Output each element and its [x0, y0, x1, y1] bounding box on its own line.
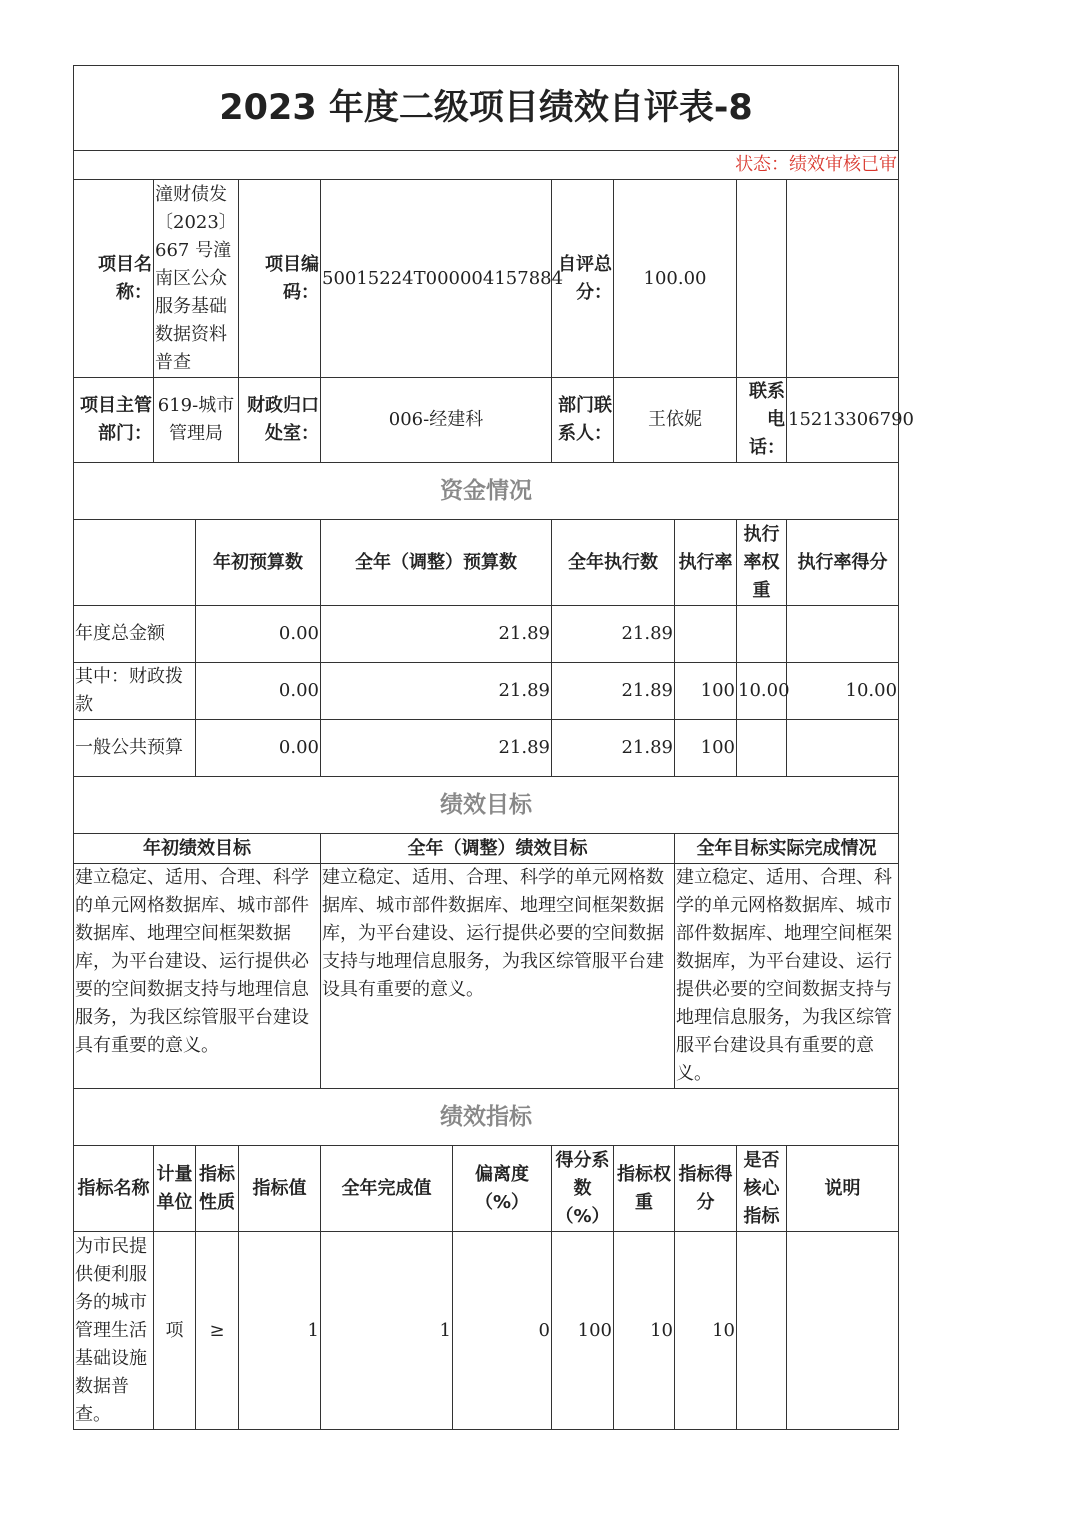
funds-weight — [737, 606, 787, 663]
funds-row-label: 其中：财政拨款 — [74, 663, 196, 720]
self-score: 100.00 — [614, 180, 737, 378]
ind-note — [787, 1232, 899, 1430]
goals-header-initial: 年初绩效目标 — [74, 834, 321, 864]
indicators-section-title: 绩效指标 — [74, 1089, 899, 1146]
funds-rate: 100 — [675, 663, 737, 720]
funds-executed: 21.89 — [552, 606, 675, 663]
funds-header-weight: 执行率权重 — [737, 520, 787, 606]
ind-header-note: 说明 — [787, 1146, 899, 1232]
ind-header-unit: 计量单位 — [154, 1146, 196, 1232]
ind-header-completed: 全年完成值 — [321, 1146, 453, 1232]
self-score-label: 自评总分： — [552, 180, 614, 378]
phone-value: 15213306790 — [787, 378, 899, 463]
finance-office-value: 006-经建科 — [321, 378, 552, 463]
goal-adjusted-text: 建立稳定、适用、合理、科学的单元网格数据库、城市部件数据库、地理空间框架数据库，为平台建设、运行提供必要的空间数据支持与地理信息服务，为我区综管服平台建设具有重要的意义。 — [321, 864, 675, 1089]
finance-office-label: 财政归口处室： — [239, 378, 321, 463]
funds-rate — [675, 606, 737, 663]
contact-label: 部门联系人： — [552, 378, 614, 463]
funds-row-label: 一般公共预算 — [74, 720, 196, 777]
funds-executed: 21.89 — [552, 720, 675, 777]
ind-header-weight: 指标权重 — [614, 1146, 675, 1232]
ind-header-name: 指标名称 — [74, 1146, 154, 1232]
goals-section-title: 绩效目标 — [74, 777, 899, 834]
funds-adjusted: 21.89 — [321, 720, 552, 777]
dept-label: 项目主管部门： — [74, 378, 154, 463]
ind-completed: 1 — [321, 1232, 453, 1430]
funds-header-executed: 全年执行数 — [552, 520, 675, 606]
funds-initial: 0.00 — [196, 663, 321, 720]
ind-unit: 项 — [154, 1232, 196, 1430]
ind-header-coef: 得分系数（%） — [552, 1146, 614, 1232]
project-name: 潼财债发〔2023〕667 号潼南区公众服务基础数据资料普查 — [154, 180, 239, 378]
funds-weight: 10.00 — [737, 663, 787, 720]
contact-value: 王依妮 — [614, 378, 737, 463]
funds-header-score: 执行率得分 — [787, 520, 899, 606]
funds-score — [787, 606, 899, 663]
ind-core — [737, 1232, 787, 1430]
goals-header-actual: 全年目标实际完成情况 — [675, 834, 899, 864]
goal-initial-text: 建立稳定、适用、合理、科学的单元网格数据库、城市部件数据库、地理空间框架数据库，为平台建设、运行提供必要的空间数据支持与地理信息服务，为我区综管服平台建设具有重要的意义。 — [74, 864, 321, 1089]
dept-value: 619-城市管理局 — [154, 378, 239, 463]
ind-header-score: 指标得分 — [675, 1146, 737, 1232]
page-title: 2023 年度二级项目绩效自评表-8 — [74, 66, 899, 151]
ind-coef: 100 — [552, 1232, 614, 1430]
funds-score: 10.00 — [787, 663, 899, 720]
ind-deviation: 0 — [453, 1232, 552, 1430]
funds-rate: 100 — [675, 720, 737, 777]
ind-score: 10 — [675, 1232, 737, 1430]
evaluation-table — [73, 65, 914, 1430]
goal-actual-text: 建立稳定、适用、合理、科学的单元网格数据库、城市部件数据库、地理空间框架数据库，为平台建设、运行提供必要的空间数据支持与地理信息服务，为我区综管服平台建设具有重要的意义。 — [675, 864, 899, 1089]
funds-header-blank — [74, 520, 196, 606]
ind-header-deviation: 偏离度（%） — [453, 1146, 552, 1232]
phone-label: 联系电话： — [737, 378, 787, 463]
table-row — [74, 1232, 899, 1430]
blank-cell — [787, 180, 899, 378]
table-row — [74, 606, 899, 663]
ind-header-value: 指标值 — [239, 1146, 321, 1232]
ind-name: 为市民提供便利服务的城市管理生活基础设施数据普查。 — [74, 1232, 154, 1430]
funds-initial: 0.00 — [196, 606, 321, 663]
goals-header-adjusted: 全年（调整）绩效目标 — [321, 834, 675, 864]
funds-header-initial: 年初预算数 — [196, 520, 321, 606]
ind-nature: ≥ — [196, 1232, 239, 1430]
funds-weight — [737, 720, 787, 777]
project-name-label: 项目名称： — [74, 180, 154, 378]
ind-header-nature: 指标性质 — [196, 1146, 239, 1232]
project-code: 50015224T000004157884 — [321, 180, 552, 378]
ind-value: 1 — [239, 1232, 321, 1430]
funds-row-label: 年度总金额 — [74, 606, 196, 663]
funds-executed: 21.89 — [552, 663, 675, 720]
funds-initial: 0.00 — [196, 720, 321, 777]
table-row — [74, 720, 899, 777]
funds-section-title: 资金情况 — [74, 463, 899, 520]
ind-header-core: 是否核心指标 — [737, 1146, 787, 1232]
funds-header-rate: 执行率 — [675, 520, 737, 606]
table-row — [74, 663, 899, 720]
funds-score — [787, 720, 899, 777]
project-code-label: 项目编码： — [239, 180, 321, 378]
ind-weight: 10 — [614, 1232, 675, 1430]
blank-cell — [737, 180, 787, 378]
status-text: 状态：绩效审核已审 — [74, 151, 899, 180]
funds-adjusted: 21.89 — [321, 606, 552, 663]
funds-adjusted: 21.89 — [321, 663, 552, 720]
funds-header-adjusted: 全年（调整）预算数 — [321, 520, 552, 606]
